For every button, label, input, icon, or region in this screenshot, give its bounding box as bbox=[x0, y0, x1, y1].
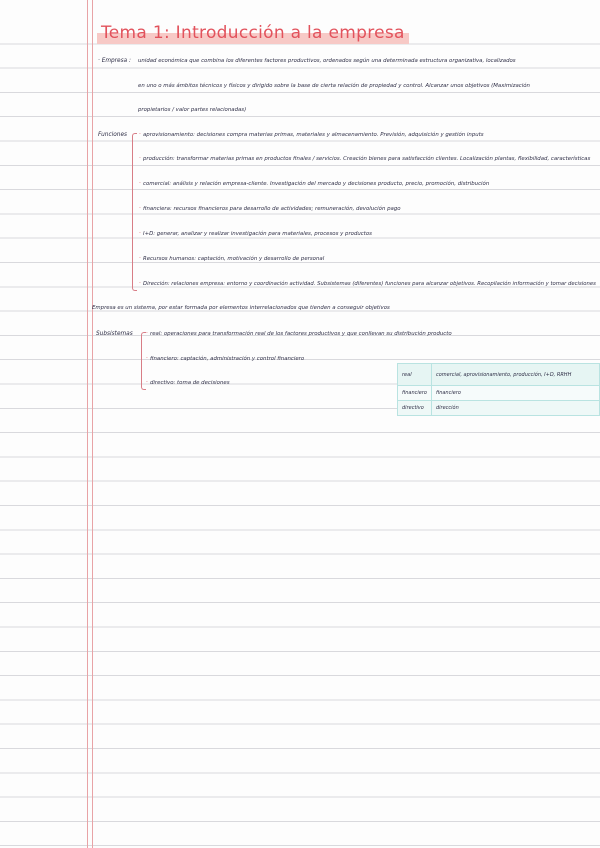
subsistema-directivo: directivo: toma de decisiones bbox=[150, 380, 230, 386]
table-cell-key: directivo bbox=[398, 401, 432, 416]
funciones-brace bbox=[132, 133, 137, 291]
table-cell-value: financiero bbox=[431, 386, 599, 401]
funcion-aprovisionamiento: aprovisionamiento: decisiones compra materias primas, materiales y almacenamiento. Previsión, adquisición y gestión inputs bbox=[143, 132, 484, 138]
empresa-line-3: propietarios / valor partes relacionadas) bbox=[138, 107, 247, 113]
funcion-financiera: financiera: recursos financieros para desarrollo de actividades; remuneración, devolución pago bbox=[143, 206, 401, 212]
funcion-id: I+D: generar, analizar y realizar investigación para materiales, procesos y productos bbox=[143, 231, 372, 237]
bullet-icon: · bbox=[146, 330, 148, 337]
bullet-icon: · bbox=[139, 180, 141, 187]
funcion-rrhh: Recursos humanos: captación, motivación y desarrollo de personal bbox=[143, 256, 325, 262]
table-cell-value: comercial, aprovisionamiento, producción, I+D, RRHH bbox=[431, 364, 599, 386]
subsistema-real: real: operaciones para transformación real de los factores productivos y que conllevan su distribución producto bbox=[150, 331, 452, 337]
margin-line-2 bbox=[92, 0, 93, 848]
table-cell-key: real bbox=[398, 364, 432, 386]
empresa-sistema: Empresa es un sistema, por estar formada por elementos interrelacionados que tienden a conseguir objetivos bbox=[92, 305, 390, 311]
funcion-produccion: producción: transformar materias primas en productos finales / servicios. Creación bienes para satisfacción clientes. Localización plantas, flexibilidad, características bbox=[143, 156, 591, 162]
table-row bbox=[398, 401, 600, 416]
bullet-icon: · bbox=[139, 205, 141, 212]
subsistema-financiero: financiero: captación, administración y control financiero bbox=[150, 356, 305, 362]
margin-line-1 bbox=[87, 0, 88, 848]
table-cell-value: dirección bbox=[431, 401, 599, 416]
funcion-comercial: comercial: análisis y relación empresa-cliente. Investigación del mercado y decisiones producto, precio, promoción, distribución bbox=[143, 181, 490, 187]
bullet-icon: · bbox=[146, 379, 148, 386]
empresa-line-1: unidad económica que combina los diferentes factores productivos, ordenados según una determinada estructura organizativa, localizados bbox=[138, 58, 516, 64]
funciones-label: Funciones bbox=[98, 132, 128, 138]
bullet-icon: · bbox=[139, 230, 141, 237]
empresa-label: · Empresa : bbox=[98, 58, 131, 64]
bullet-icon: · bbox=[139, 155, 141, 162]
subsistemas-table bbox=[397, 363, 600, 416]
bullet-icon: · bbox=[139, 131, 141, 138]
subsistemas-label: Subsistemas bbox=[96, 331, 133, 337]
bullet-icon: · bbox=[139, 255, 141, 262]
bullet-icon: · bbox=[139, 280, 141, 287]
table-cell-key: financiero bbox=[398, 386, 432, 401]
page-title: Tema 1: Introducción a la empresa bbox=[97, 23, 409, 45]
empresa-line-2: en uno o más ámbitos técnicos y físicos y dirigido sobre la base de cierta relación de propiedad y control. Alcanzar unos objetivos (Maximización bbox=[138, 83, 530, 89]
bullet-icon: · bbox=[146, 355, 148, 362]
table-row bbox=[398, 386, 600, 401]
table-row bbox=[398, 364, 600, 386]
funcion-direccion: Dirección: relaciones empresa: entorno y coordinación actividad. Subsistemas (diferentes) funciones para alcanzar objetivos. Recopilación información y tomar decisiones bbox=[143, 281, 596, 287]
